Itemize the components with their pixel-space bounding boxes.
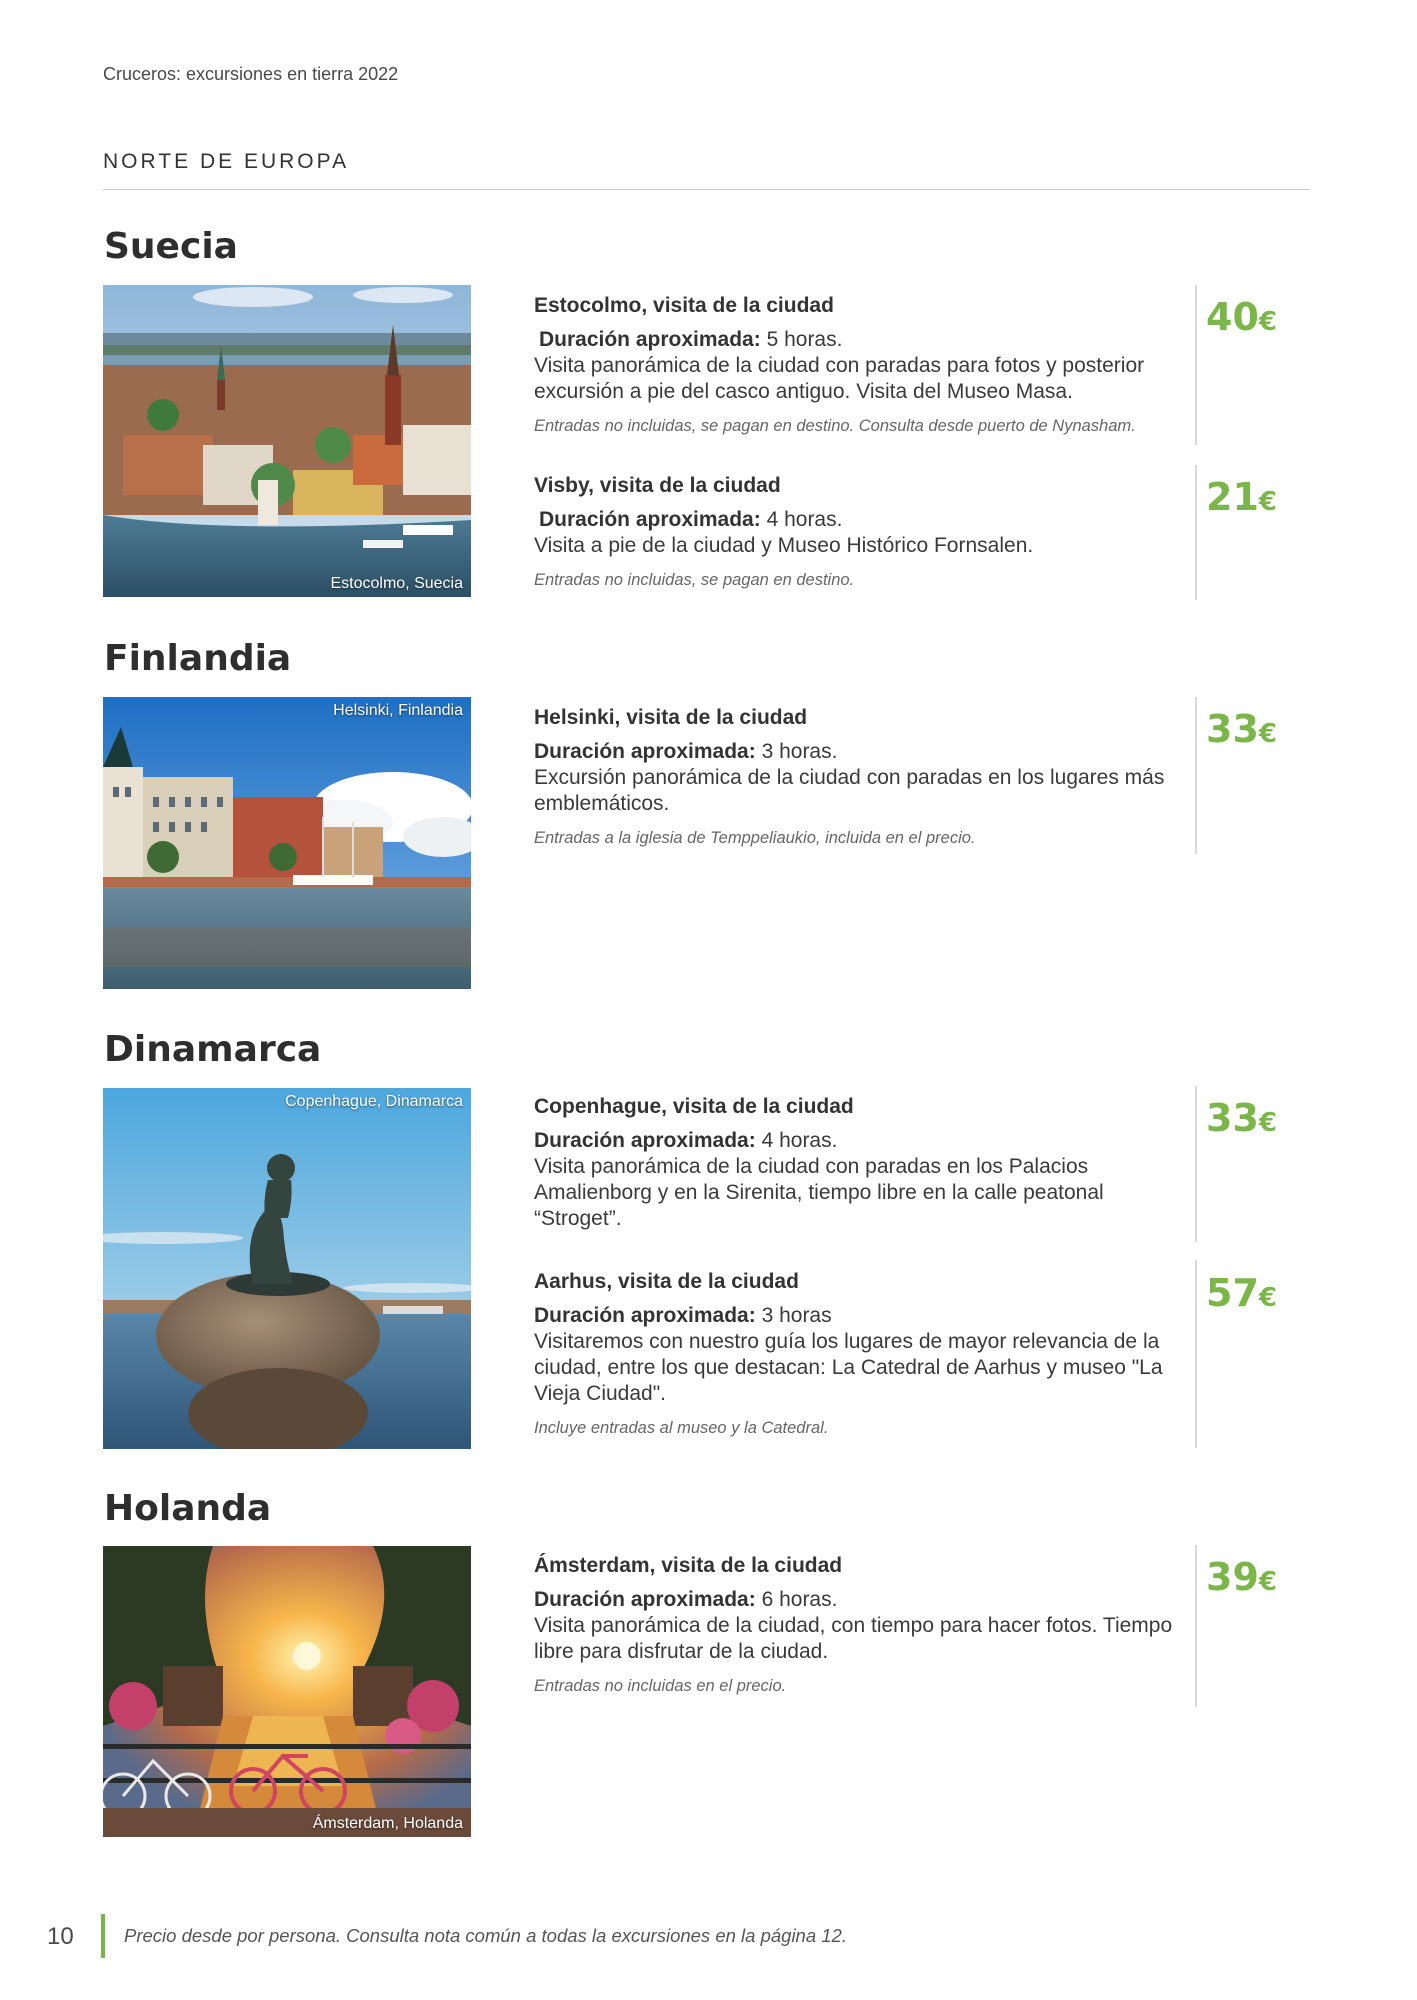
duration-value: 4 horas. xyxy=(760,508,843,531)
price-currency: € xyxy=(1258,487,1277,517)
photo-amsterdam xyxy=(103,1546,471,1837)
price-divider xyxy=(1195,1545,1197,1707)
duration-value: 4 horas. xyxy=(755,1129,838,1152)
duration-value: 5 horas. xyxy=(760,328,843,351)
duration-label: Duración aproximada: xyxy=(534,1588,756,1611)
duration-label: Duración aproximada: xyxy=(539,508,761,531)
duration xyxy=(534,739,1192,765)
price-divider xyxy=(1195,285,1197,445)
duration-label: Duración aproximada: xyxy=(534,1129,756,1152)
price-amsterdam xyxy=(1206,1555,1277,1599)
price-value: 39 xyxy=(1206,1555,1259,1599)
footer-note: Precio desde por persona. Consulta nota común a todas la excursiones en la página 12. xyxy=(124,1925,847,1946)
excursion-description: Visita panorámica de la ciudad con paradas en los Palacios Amalienborg y en la Sirenita, tiempo libre en la calle peatonal “Stroget”. xyxy=(534,1155,1104,1230)
excursion-aarhus xyxy=(534,1269,1192,1439)
page-number: 10 xyxy=(47,1923,74,1950)
price-copenhague xyxy=(1206,1096,1277,1140)
price-visby xyxy=(1206,475,1277,519)
country-heading-suecia: Suecia xyxy=(104,226,238,267)
duration xyxy=(534,1303,1192,1329)
price-value: 33 xyxy=(1206,1096,1259,1140)
photo-caption: Helsinki, Finlandia xyxy=(333,702,463,719)
excursion-description: Visita panorámica de la ciudad con paradas para fotos y posterior excursión a pie del casco antiguo. Visita del Museo Masa. xyxy=(534,354,1145,403)
price-currency: € xyxy=(1258,1108,1277,1138)
excursion-note: Entradas no incluidas, se pagan en destino. Consulta desde puerto de Nynasham. xyxy=(534,417,1136,435)
price-helsinki xyxy=(1206,707,1277,751)
excursion-title: Estocolmo, visita de la ciudad xyxy=(534,294,834,317)
country-heading-dinamarca: Dinamarca xyxy=(104,1029,322,1070)
section-title: NORTE DE EUROPA xyxy=(103,150,350,173)
price-value: 40 xyxy=(1206,295,1259,339)
duration-label: Duración aproximada: xyxy=(534,1304,756,1327)
price-divider xyxy=(1195,465,1197,600)
duration-label: Duración aproximada: xyxy=(534,740,756,763)
price-currency: € xyxy=(1258,1567,1277,1597)
price-divider xyxy=(1195,1260,1197,1448)
photo-copenhague xyxy=(103,1088,471,1449)
excursion-amsterdam xyxy=(534,1553,1192,1697)
footer-accent-bar xyxy=(101,1914,105,1958)
price-value: 57 xyxy=(1206,1271,1259,1315)
duration-value: 6 horas. xyxy=(755,1588,838,1611)
price-value: 33 xyxy=(1206,707,1259,751)
country-heading-holanda: Holanda xyxy=(104,1488,272,1529)
price-currency: € xyxy=(1258,307,1277,337)
excursion-note: Entradas no incluidas, se pagan en destino. xyxy=(534,571,855,589)
excursion-note: Entradas no incluidas en el precio. xyxy=(534,1677,787,1695)
price-currency: € xyxy=(1258,1283,1277,1313)
photo-caption: Copenhague, Dinamarca xyxy=(285,1093,463,1110)
price-estocolmo xyxy=(1206,295,1277,339)
photo-helsinki xyxy=(103,697,471,989)
excursion-description: Visita panorámica de la ciudad, con tiempo para hacer fotos. Tiempo libre para disfrutar de la ciudad. xyxy=(534,1614,1173,1663)
duration-value: 3 horas xyxy=(755,1304,832,1327)
section-divider xyxy=(103,189,1310,190)
excursion-estocolmo xyxy=(534,293,1192,437)
price-divider xyxy=(1195,697,1197,854)
country-heading-finlandia: Finlandia xyxy=(104,638,292,679)
document-title: Cruceros: excursiones en tierra 2022 xyxy=(103,64,399,84)
excursion-visby xyxy=(534,473,1192,591)
price-value: 21 xyxy=(1206,475,1259,519)
price-aarhus xyxy=(1206,1271,1277,1315)
duration-label: Duración aproximada: xyxy=(539,328,761,351)
price-divider xyxy=(1195,1086,1197,1242)
photo-caption: Ámsterdam, Holanda xyxy=(312,1815,463,1832)
photo-stockholm xyxy=(103,285,471,597)
excursion-copenhague xyxy=(534,1094,1192,1232)
excursion-title: Aarhus, visita de la ciudad xyxy=(534,1270,799,1293)
excursion-title: Visby, visita de la ciudad xyxy=(534,474,781,497)
excursion-description: Excursión panorámica de la ciudad con paradas en los lugares más emblemáticos. xyxy=(534,766,1165,815)
excursion-description: Visita a pie de la ciudad y Museo Histórico Fornsalen. xyxy=(534,534,1034,557)
excursion-helsinki xyxy=(534,705,1192,849)
duration xyxy=(534,327,1192,353)
duration xyxy=(534,1128,1192,1154)
duration xyxy=(534,507,1192,533)
photo-caption: Estocolmo, Suecia xyxy=(330,575,463,592)
excursion-title: Helsinki, visita de la ciudad xyxy=(534,706,808,729)
duration xyxy=(534,1587,1192,1613)
excursion-title: Ámsterdam, visita de la ciudad xyxy=(534,1554,843,1577)
excursion-description: Visitaremos con nuestro guía los lugares de mayor relevancia de la ciudad, entre los que destacan: La Catedral de Aarhus y museo "La Vieja Ciudad". xyxy=(534,1330,1163,1405)
excursion-note: Incluye entradas al museo y la Catedral. xyxy=(534,1419,829,1437)
price-currency: € xyxy=(1258,719,1277,749)
duration-value: 3 horas. xyxy=(755,740,838,763)
excursion-title: Copenhague, visita de la ciudad xyxy=(534,1095,854,1118)
excursion-note: Entradas a la iglesia de Temppeliaukio, incluida en el precio. xyxy=(534,829,976,847)
